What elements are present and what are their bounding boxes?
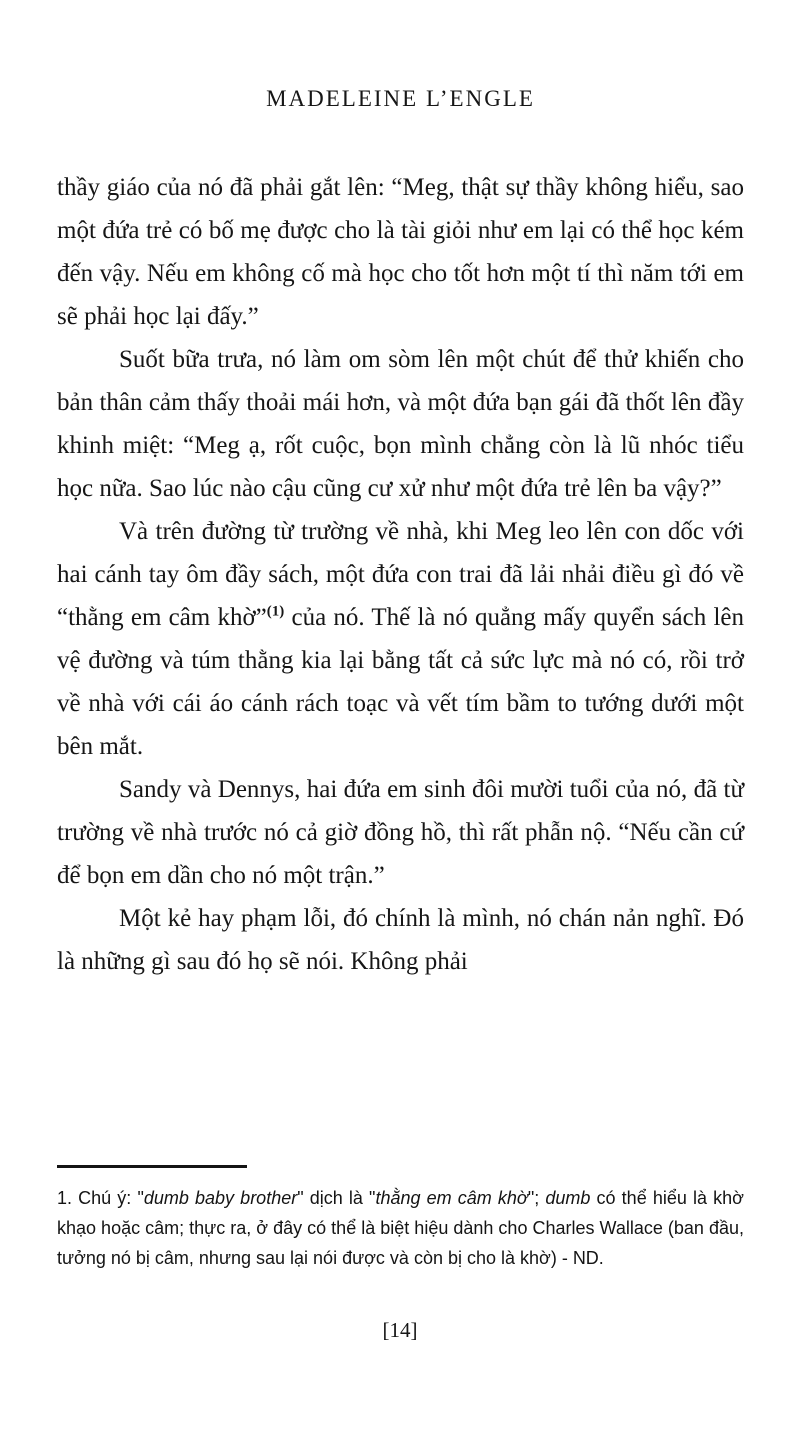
- paragraph-5: Một kẻ hay phạm lỗi, đó chính là mình, nó chán nản nghĩ. Đó là những gì sau đó họ sẽ nói. Không phải: [57, 905, 744, 975]
- paragraph-3-text: Và trên đường từ trường về nhà, khi Meg leo lên con dốc với hai cánh tay ôm đầy sách, một đứa con trai đã lải nhải điều gì đó về “thằng em câm khờ”: [57, 518, 744, 631]
- footnote-reference-1: (1): [266, 603, 285, 620]
- page-number: [14]: [382, 1318, 418, 1342]
- footnote-segment: dumb baby brother: [143, 1188, 298, 1208]
- paragraph-3-text-continued: của nó. Thế là nó quẳng mấy quyển sách lên vệ đường và túm thằng kia lại bằng tất cả sức lực mà nó có, rồi trở về nhà với cái áo cánh rách toạc và vết tím bầm to tướng dưới một bên mắt.: [57, 604, 744, 760]
- footnote-segment: 1. Chú ý: ": [57, 1188, 144, 1208]
- running-head: MADELEINE L’ENGLE: [266, 86, 535, 111]
- paragraph-2: Suốt bữa trưa, nó làm om sòm lên một chút để thử khiến cho bản thân cảm thấy thoải mái hơn, và một đứa bạn gái đã thốt lên đầy khinh miệt: “Meg ạ, rốt cuộc, bọn mình chẳng còn là lũ nhóc tiểu học nữa. Sao lúc nào cậu cũng cư xử như một đứa trẻ lên ba vậy?”: [57, 346, 744, 502]
- footnote-segment: ";: [527, 1188, 546, 1208]
- footnote-segment: thằng em câm khờ: [375, 1188, 528, 1208]
- footnote-rule: [57, 1165, 247, 1168]
- footnote-segment: có thể hiểu là khờ khạo hoặc câm; thực ra, ở đây có thể là biệt hiệu dành cho Charles Wallace (ban đầu, tưởng nó bị câm, nhưng sau lại nói được và còn bị cho là khờ) - ND.: [57, 1188, 744, 1268]
- paragraph-4: Sandy và Dennys, hai đứa em sinh đôi mười tuổi của nó, đã từ trường về nhà trước nó cả giờ đồng hồ, thì rất phẫn nộ. “Nếu cần cứ để bọn em dần cho nó một trận.”: [57, 776, 744, 889]
- footnote-1: [57, 1183, 744, 1273]
- footnote-segment: dumb: [545, 1188, 591, 1208]
- footnote-segment: " dịch là ": [297, 1188, 376, 1208]
- paragraph-3: [57, 510, 744, 768]
- paragraph-1: thầy giáo của nó đã phải gắt lên: “Meg, thật sự thầy không hiểu, sao một đứa trẻ có bố mẹ được cho là tài giỏi như em lại có thể học kém đến vậy. Nếu em không cố mà học cho tốt hơn một tí thì năm tới em sẽ phải học lại đấy.”: [57, 174, 744, 330]
- body-text: [57, 166, 744, 983]
- footnote-block: [57, 1165, 744, 1273]
